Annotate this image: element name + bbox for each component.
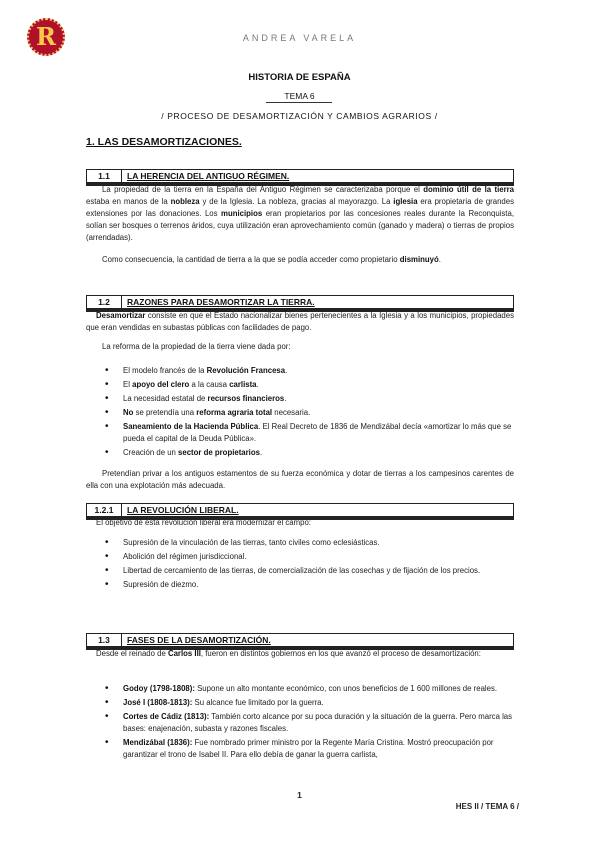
bold-term: Cortes de Cádiz (1813): [123, 712, 210, 721]
list-item [102, 711, 514, 735]
list-item: • Supresión de diezmo. [102, 579, 514, 591]
bold-term: Godoy (1798-1808): [123, 684, 195, 693]
section-heading-1: 1. LAS DESAMORTIZACIONES. [86, 136, 242, 148]
section-title: LA REVOLUCIÓN LIBERAL. [127, 505, 239, 515]
footer-label: HES II / TEMA 6 / [455, 802, 519, 811]
bold-term: nobleza [170, 197, 200, 206]
section-number: 1.2.1 [87, 504, 122, 516]
item-text: . [256, 380, 259, 389]
page-number: 1 [297, 790, 302, 800]
phases-list [102, 683, 514, 763]
bold-term: disminuyó [399, 255, 439, 264]
bold-term: iglesia [393, 197, 418, 206]
item-text: . [259, 448, 263, 457]
bold-term: dominio útil de la tierra [423, 185, 514, 194]
item-text: Supone un alto montante económico, con unos beneficios de 1 600 millones de reales. [194, 684, 498, 693]
item-text: necesaria. [272, 408, 311, 417]
bold-term: José I (1808-1813): [123, 698, 193, 707]
logo-letter: R [36, 22, 56, 51]
bold-term: recursos financieros [207, 394, 285, 403]
item-text: Fue nombrado primer ministro por la Regente María Cristina. Mostró preocupación por garantizar el trono de Isabel II. Para ello debía de ganar la guerra carlista, [123, 738, 494, 759]
section-number: 1.1 [87, 170, 122, 182]
list-item [102, 683, 514, 695]
item-text: Creación de un [123, 448, 179, 457]
bold-term: Mendizábal (1836): [123, 738, 193, 747]
reasons-list [102, 365, 514, 461]
section-number: 1.3 [87, 634, 122, 646]
section-number: 1.2 [87, 296, 122, 308]
header-watermark: ANDREA VARELA [242, 33, 357, 43]
bold-term: Carlos III [167, 649, 201, 658]
bold-term: reforma agraria total [196, 408, 273, 417]
item-text: se pretendía una [133, 408, 197, 417]
bold-term: Revolución Francesa [206, 366, 286, 375]
item-text: La necesidad estatal de [123, 394, 208, 403]
list-item [102, 365, 514, 377]
paragraph-pretendian: Pretendían privar a los antiguos estamentos de su fuerza económica y dotar de tierras a los campesinos carentes de ella con una explotación más adecuada. [86, 469, 514, 490]
item-text: También corto alcance por su poca duración y la situación de la guerra. Pero marca las bases: enajenación, subasta y razones fiscales. [123, 712, 513, 733]
paragraph-fases [86, 648, 514, 660]
list-item [102, 379, 514, 391]
paragraph-reforma: La reforma de la propiedad de la tierra viene dada por: [102, 342, 291, 351]
paragraph-text: , fueron en distintos gobiernos en los que avanzó el proceso de desamortización: [200, 649, 481, 658]
section-title: RAZONES PARA DESAMORTIZAR LA TIERRA. [127, 297, 315, 307]
tema-divider [266, 102, 332, 103]
list-item [102, 407, 514, 419]
item-text: . [285, 366, 288, 375]
section-title: LA HERENCIA DEL ANTIGUO RÉGIMEN. [127, 171, 290, 181]
bold-term: Saneamiento de la Hacienda Pública [123, 422, 259, 431]
item-text: El modelo francés de la [123, 366, 207, 375]
paragraph-text: consiste en que el Estado nacionalizar bienes pertenecientes a la Iglesia y a los municipios, propiedades que eran vendidas en subastas públicas con facilidades de pago. [86, 311, 514, 332]
item-text: El [123, 380, 133, 389]
list-item [102, 447, 514, 459]
item-text: Su alcance fue limitado por la guerra. [192, 698, 324, 707]
paragraph-objetivo: El objetivo de esta revolución liberal era modernizar el campo: [96, 518, 311, 527]
item-text: . [284, 394, 287, 403]
objectives-list [102, 537, 514, 593]
list-item [102, 697, 514, 709]
paragraph-desamortizar [86, 310, 514, 334]
paragraph-text: Desde el reinado de [96, 649, 168, 658]
list-item: • Libertad de cercamiento de las tierras, de comercialización de las cosechas y de fijación de los precios. [102, 565, 514, 577]
bold-term: apoyo del clero [132, 380, 190, 389]
list-item [102, 737, 514, 761]
document-title: HISTORIA DE ESPAÑA [248, 72, 351, 83]
bold-term: municipios [221, 209, 263, 218]
tema-label: TEMA 6 [284, 91, 315, 101]
bold-term: carlista [229, 380, 257, 389]
bold-term: sector de propietarios [178, 448, 260, 457]
paragraph-consecuencia: Como consecuencia, la cantidad de tierra a la que se podía acceder como propietario disminuyó. [102, 255, 441, 264]
list-item [102, 421, 514, 445]
bold-term: No [123, 408, 134, 417]
list-item [102, 393, 514, 405]
list-item: • Supresión de la vinculación de las tierras, tanto civiles como eclesiásticas. [102, 537, 514, 549]
item-text: a la causa [189, 380, 230, 389]
section-title: FASES DE LA DESAMORTIZACIÓN. [127, 635, 271, 645]
bold-term: Desamortizar [96, 311, 146, 320]
document-subtitle: / PROCESO DE DESAMORTIZACIÓN Y CAMBIOS AGRARIOS / [161, 111, 438, 121]
paragraph-herencia: La propiedad de la tierra en la España del Antiguo Régimen se caracterizaba porque el dominio útil de la tierra estaba en manos de la nobleza y de la Iglesia. La nobleza, gracias al mayorazgo. La iglesia era propietaria de grandes extensiones por las donaciones. Los municipios eran propietarios por las concesiones reales durante la Reconquista, solían ser bosques o terrenos áridos, cuya utilización eran aprovechamiento común (ganado y madera) o tierras de propios (arrendadas). [86, 185, 514, 242]
item-text: . El Real Decreto de 1836 de Mendizábal decía «amortizar lo más que se pueda el capital de la Deuda Pública». [123, 422, 512, 443]
list-item: • Abolición del régimen jurisdiccional. [102, 551, 514, 563]
